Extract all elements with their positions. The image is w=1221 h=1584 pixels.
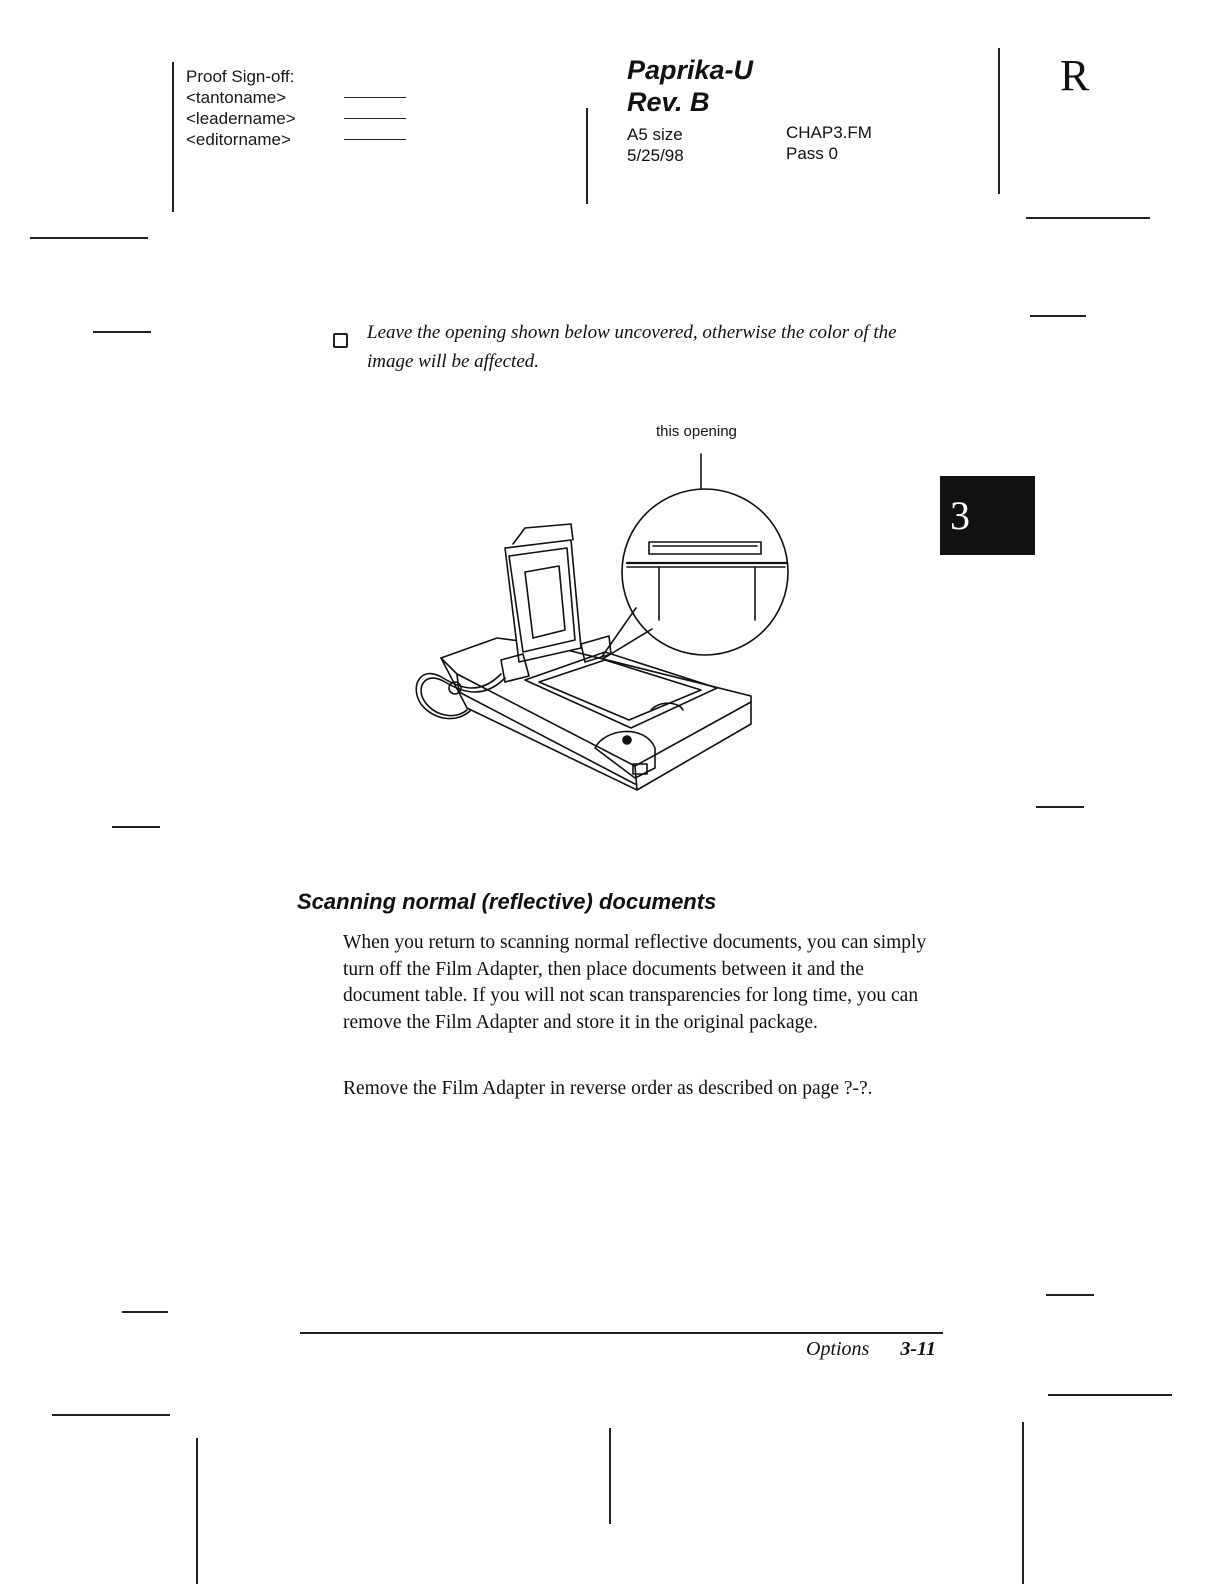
chapter-number: 3 [950,493,970,538]
crop-mark [30,237,148,239]
signoff-row [186,108,406,129]
crop-mark [112,826,160,828]
signature-line [344,97,406,99]
signoff-name: <leadername> [186,109,296,128]
page-size: A5 size [627,125,683,144]
crop-mark [609,1428,611,1524]
page-footer [806,1338,936,1361]
crop-mark [586,108,588,204]
signature-line [344,118,406,120]
chapter-tab [940,476,1035,555]
crop-mark [1048,1394,1172,1396]
crop-mark [93,331,151,333]
scanner-illustration [405,448,805,798]
proof-signoff [186,66,406,150]
crop-mark [998,48,1000,194]
doc-date: 5/25/98 [627,146,684,165]
crop-mark [196,1438,198,1584]
file-name: CHAP3.FM [786,123,872,142]
signoff-row [186,129,406,150]
page-number: 3-11 [900,1338,936,1360]
revision: Rev. B [627,87,710,117]
proof-heading: Proof Sign-off: [186,67,295,86]
body-paragraph: When you return to scanning normal reflective documents, you can simply turn off the Film Adapter, then place documents between it and the document table. If you will not scan transparencies for long time, you can remove the Film Adapter and store it in the original package. [343,932,927,1033]
figure-callout: this opening [656,423,737,440]
signoff-name: <editorname> [186,130,291,149]
footer-section: Options [806,1338,870,1360]
crop-mark [172,62,174,212]
crop-mark [1026,217,1150,219]
checkbox-bullet-icon [333,333,348,348]
meta-left [627,124,684,166]
body-paragraph: Remove the Film Adapter in reverse order as described on page ?-?. [343,1078,873,1099]
crop-mark [52,1414,170,1416]
crop-mark [1036,806,1084,808]
note-text: Leave the opening shown below uncovered, otherwise the color of the image will be affected. [367,322,897,372]
crop-mark [122,1311,168,1313]
crop-mark [1046,1294,1094,1296]
meta-right [786,122,872,164]
product-name: Paprika-U [627,55,754,85]
crop-mark [1030,315,1086,317]
section-title: Scanning normal (reflective) documents [297,889,717,914]
product-header [627,54,753,118]
signoff-row [186,87,406,108]
signature-line [344,139,406,141]
signoff-name: <tantoname> [186,88,287,107]
pass-number: Pass 0 [786,144,838,163]
corner-mark: R [1060,51,1090,100]
footer-rule [300,1332,943,1334]
crop-mark [1022,1422,1024,1584]
